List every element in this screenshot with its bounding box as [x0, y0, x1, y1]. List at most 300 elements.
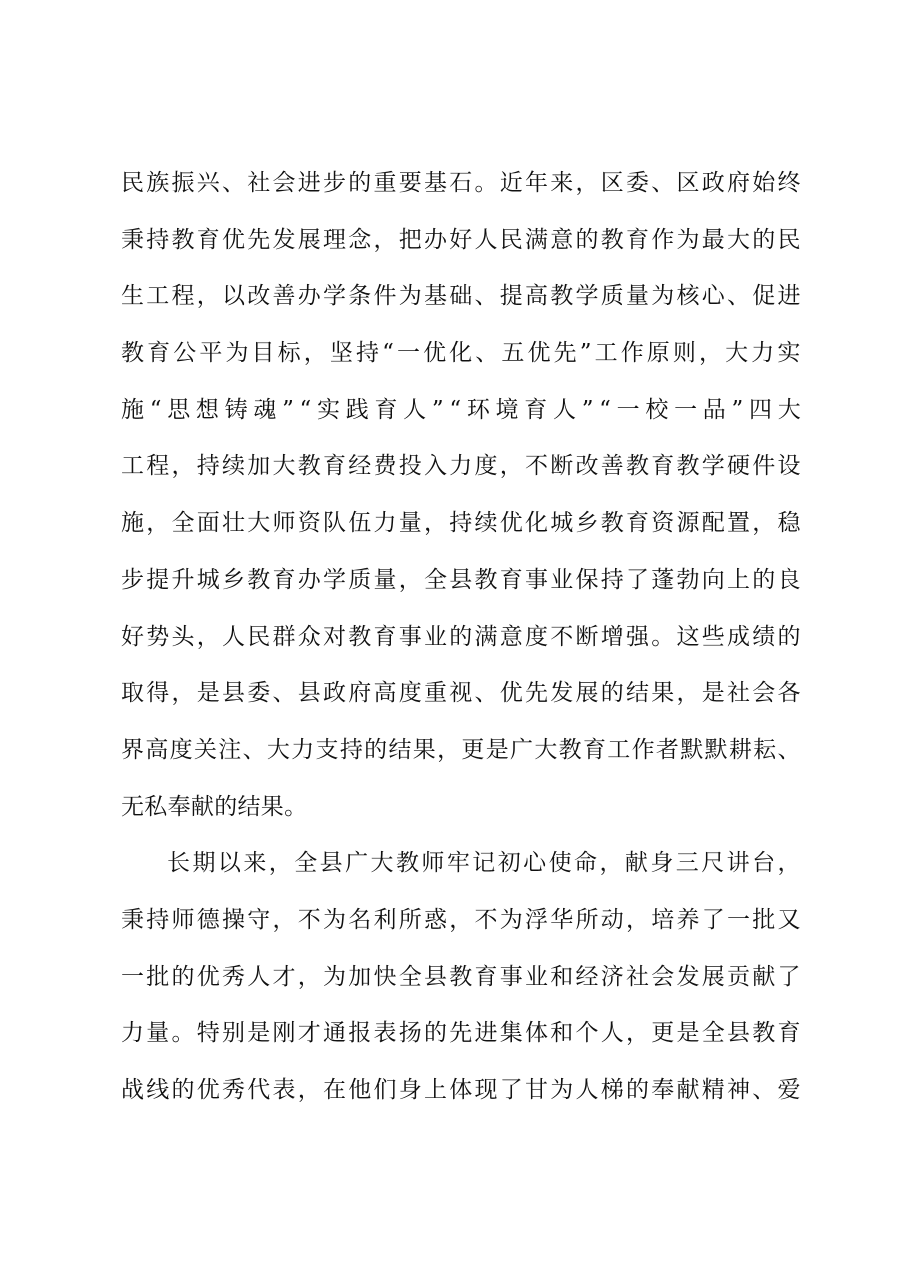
text-glyph: 的 — [626, 1077, 650, 1103]
text-glyph: 来 — [243, 850, 267, 877]
text-glyph: 的 — [364, 736, 388, 763]
text-glyph: 础 — [449, 283, 473, 310]
text-glyph: 办 — [297, 283, 322, 310]
text-glyph: 度 — [525, 623, 549, 650]
text-glyph: 程 — [171, 283, 195, 310]
text-glyph: 、 — [777, 736, 801, 763]
text-glyph: 良 — [777, 566, 801, 593]
text-line — [121, 268, 801, 325]
text-glyph: 现 — [474, 1077, 498, 1103]
text-glyph: 为 — [676, 226, 700, 253]
text-line — [121, 722, 801, 779]
text-glyph: 秉 — [121, 906, 145, 933]
text-glyph: 重 — [424, 680, 448, 707]
text-glyph: 要 — [398, 170, 423, 196]
text-glyph: 理 — [323, 226, 347, 253]
text-glyph: 想 — [195, 396, 220, 423]
text-glyph: 利 — [373, 906, 397, 933]
text-line — [121, 892, 801, 949]
text-glyph: 取 — [121, 680, 145, 707]
text-glyph: 县 — [424, 963, 448, 990]
text-glyph: 质 — [600, 283, 625, 310]
text-glyph: 人 — [552, 396, 577, 423]
text-glyph: 头 — [171, 623, 195, 650]
text-glyph: 。 — [651, 623, 675, 650]
text-glyph: 源 — [676, 510, 700, 537]
text-glyph: 满 — [474, 623, 498, 650]
text-line — [121, 212, 801, 269]
text-line — [121, 1005, 801, 1062]
text-glyph: 代 — [247, 1077, 271, 1103]
text-glyph: 经 — [348, 453, 372, 480]
text-glyph: 是 — [247, 1020, 271, 1047]
text-glyph: 五 — [501, 340, 525, 367]
text-glyph: 硬 — [727, 453, 751, 480]
text-glyph: 牢 — [446, 850, 471, 877]
text-glyph: 人 — [575, 1077, 599, 1103]
text-glyph: 大 — [727, 226, 751, 253]
text-glyph: 惑 — [424, 906, 448, 933]
text-glyph: 办 — [424, 226, 448, 253]
text-glyph: 石 — [449, 170, 473, 196]
text-glyph: ， — [626, 1020, 650, 1047]
text-glyph: 展 — [297, 226, 322, 253]
text-glyph: 德 — [196, 906, 221, 933]
text-glyph: 广 — [345, 850, 369, 877]
text-glyph: 是 — [701, 680, 726, 707]
text-glyph: 对 — [323, 623, 347, 650]
text-glyph: 使 — [548, 850, 572, 877]
text-glyph: 育 — [474, 963, 498, 990]
text-glyph: 者 — [655, 736, 680, 763]
text-glyph: 质 — [348, 566, 372, 593]
text-glyph: 年 — [525, 170, 549, 196]
text-glyph: 为 — [651, 283, 675, 310]
text-glyph: 育 — [524, 396, 548, 423]
text-line — [121, 949, 801, 1006]
text-glyph: 济 — [600, 963, 625, 990]
text-glyph: 秀 — [222, 1077, 246, 1103]
text-glyph: 持 — [339, 736, 364, 763]
text-glyph: 政 — [701, 170, 726, 196]
text-glyph: 工 — [607, 736, 631, 763]
text-glyph: 的 — [752, 226, 776, 253]
text-glyph: 城 — [196, 566, 221, 593]
text-glyph: 事 — [499, 963, 524, 990]
text-glyph: 了 — [777, 963, 801, 990]
text-glyph: 基 — [424, 170, 448, 196]
text-glyph: 秀 — [222, 963, 246, 990]
text-glyph: 提 — [499, 283, 524, 310]
text-glyph: 全 — [701, 1020, 726, 1047]
text-line — [121, 325, 801, 382]
text-glyph: 进 — [297, 170, 322, 196]
text-glyph: 终 — [777, 170, 801, 196]
text-glyph: 各 — [777, 680, 801, 707]
text-glyph: 始 — [752, 170, 776, 196]
text-glyph: 教 — [121, 340, 145, 367]
text-glyph: 持 — [355, 340, 380, 367]
text-glyph: 教 — [474, 566, 498, 593]
text-glyph: 耘 — [753, 736, 777, 763]
text-line — [121, 438, 801, 495]
text-glyph: 加 — [348, 963, 372, 990]
text-glyph: 高 — [525, 283, 549, 310]
text-glyph: 为 — [225, 340, 249, 367]
text-glyph: 度 — [398, 680, 423, 707]
text-glyph: 业 — [424, 623, 448, 650]
text-glyph: 社 — [626, 963, 650, 990]
text-glyph: 学 — [323, 283, 347, 310]
text-glyph: 思 — [167, 396, 191, 423]
text-line — [121, 382, 801, 439]
text-glyph: 献 — [624, 850, 649, 877]
text-glyph: 事 — [525, 566, 549, 593]
text-glyph: 体 — [449, 1077, 473, 1103]
text-glyph: 政 — [323, 680, 347, 707]
paragraph-first-line — [121, 835, 801, 892]
text-glyph: “ — [299, 396, 312, 423]
text-glyph: 表 — [373, 1020, 397, 1047]
text-glyph: 期 — [192, 850, 216, 877]
text-glyph: 育 — [196, 226, 221, 253]
text-glyph: 了 — [626, 566, 650, 593]
text-glyph: 上 — [727, 566, 751, 593]
text-glyph: 一 — [674, 396, 698, 423]
text-glyph: 优 — [222, 226, 246, 253]
text-glyph: 大 — [370, 850, 394, 877]
text-glyph: ， — [449, 906, 473, 933]
text-glyph: 界 — [121, 736, 145, 763]
text-glyph: 台 — [752, 850, 776, 877]
text-glyph: 果 — [412, 736, 437, 763]
text-glyph: 展 — [701, 963, 726, 990]
text-glyph: 强 — [626, 623, 650, 650]
text-glyph: 进 — [777, 283, 801, 310]
text-glyph: 爱 — [777, 1077, 801, 1103]
text-glyph: 和 — [550, 963, 574, 990]
text-glyph: 表 — [272, 1077, 296, 1103]
text-glyph: ， — [777, 850, 801, 877]
text-glyph: 育 — [626, 510, 650, 537]
text-glyph: 置 — [727, 510, 751, 537]
text-glyph: 学 — [575, 283, 599, 310]
text-glyph: 发 — [272, 226, 296, 253]
text-glyph: 基 — [424, 283, 448, 310]
text-glyph: 的 — [575, 226, 599, 253]
text-glyph: 善 — [600, 453, 625, 480]
text-glyph: 魂 — [253, 396, 277, 423]
text-glyph: 、 — [475, 340, 499, 367]
text-glyph: 大 — [272, 453, 296, 480]
text-glyph: 、 — [727, 283, 751, 310]
text-glyph: ” — [431, 396, 444, 423]
text-glyph: 保 — [575, 566, 599, 593]
text-glyph: 意 — [499, 623, 524, 650]
text-glyph: 心 — [523, 850, 547, 877]
text-glyph: 长 — [167, 850, 191, 877]
text-glyph: 华 — [550, 906, 574, 933]
text-glyph: 力 — [373, 510, 397, 537]
text-line — [121, 495, 801, 552]
text-glyph: 献 — [752, 963, 776, 990]
text-glyph: 资 — [651, 510, 675, 537]
text-glyph: “ — [382, 340, 395, 367]
text-glyph: 人 — [600, 1020, 625, 1047]
text-glyph: 大 — [266, 736, 291, 763]
text-glyph: 了 — [701, 906, 726, 933]
text-glyph: 施 — [121, 396, 145, 423]
text-glyph: 浮 — [525, 906, 549, 933]
text-line: 无私奉献的结果。 — [121, 793, 308, 820]
text-glyph: 一 — [727, 906, 751, 933]
text-glyph: 公 — [173, 340, 197, 367]
text-glyph: 了 — [499, 1077, 524, 1103]
text-glyph: 促 — [752, 283, 776, 310]
text-glyph: 优 — [499, 680, 524, 707]
text-glyph: 、 — [242, 736, 266, 763]
text-glyph: 先 — [525, 680, 549, 707]
text-glyph: 精 — [701, 1077, 726, 1103]
text-glyph: 育 — [373, 623, 397, 650]
text-glyph: 持 — [146, 226, 170, 253]
text-glyph: 发 — [676, 963, 700, 990]
text-glyph: 重 — [373, 170, 397, 196]
text-glyph: 别 — [222, 1020, 246, 1047]
text-glyph: 大 — [247, 510, 271, 537]
text-glyph: 是 — [485, 736, 509, 763]
text-glyph: 育 — [147, 340, 171, 367]
text-glyph: 优 — [196, 963, 221, 990]
text-glyph: 刚 — [272, 1020, 296, 1047]
text-glyph: 作 — [651, 226, 675, 253]
text-glyph: 他 — [348, 1077, 372, 1103]
text-glyph: 原 — [646, 340, 671, 367]
text-glyph: 校 — [645, 396, 669, 423]
text-glyph: 族 — [146, 170, 170, 196]
text-glyph: ， — [272, 906, 296, 933]
text-glyph: 绩 — [752, 623, 776, 650]
text-glyph: 教 — [247, 566, 271, 593]
text-glyph: 全 — [424, 566, 448, 593]
text-glyph: 成 — [727, 623, 751, 650]
text-glyph: 投 — [398, 453, 423, 480]
text-glyph: 群 — [272, 623, 296, 650]
text-glyph: 步 — [121, 566, 145, 593]
text-glyph: 作 — [620, 340, 644, 367]
text-glyph: 经 — [575, 963, 599, 990]
text-glyph: 战 — [121, 1077, 145, 1103]
text-glyph: 教 — [600, 510, 625, 537]
text-glyph: 更 — [651, 1020, 675, 1047]
text-glyph: 民 — [499, 226, 524, 253]
text-glyph: 勃 — [676, 566, 700, 593]
text-glyph: 量 — [373, 566, 397, 593]
text-glyph: 府 — [348, 680, 372, 707]
text-glyph: 、 — [222, 170, 246, 196]
text-glyph: 工 — [146, 283, 170, 310]
text-glyph: 品 — [702, 396, 727, 423]
text-glyph: 全 — [171, 510, 195, 537]
text-glyph: 把 — [398, 226, 423, 253]
text-glyph: 民 — [247, 623, 271, 650]
text-glyph: ， — [499, 453, 524, 480]
text-glyph: 通 — [323, 1020, 347, 1047]
text-glyph: 、 — [272, 680, 296, 707]
text-glyph: 来 — [550, 170, 574, 196]
text-glyph: 教 — [395, 850, 420, 877]
text-glyph: 委 — [247, 680, 271, 707]
text-glyph: 学 — [323, 566, 347, 593]
text-glyph: 稳 — [777, 510, 801, 537]
text-glyph: 振 — [171, 170, 195, 196]
text-glyph: 民 — [121, 170, 145, 196]
text-glyph: 育 — [626, 226, 650, 253]
text-glyph: 的 — [752, 566, 776, 593]
text-glyph: 讲 — [726, 850, 750, 877]
text-glyph: 大 — [534, 736, 558, 763]
text-glyph: 以 — [217, 850, 242, 877]
text-glyph: 势 — [146, 623, 170, 650]
text-glyph: 改 — [247, 283, 271, 310]
text-glyph: 为 — [499, 906, 524, 933]
text-glyph: 最 — [701, 226, 726, 253]
text-glyph: 优 — [196, 1077, 221, 1103]
text-glyph: 县 — [727, 1020, 751, 1047]
text-glyph: ” — [731, 396, 744, 423]
text-glyph: 、 — [474, 680, 498, 707]
text-glyph: 区 — [676, 170, 700, 196]
text-glyph: 步 — [323, 170, 347, 196]
text-glyph: 优 — [527, 340, 551, 367]
text-glyph: 支 — [315, 736, 339, 763]
text-glyph: ” — [581, 396, 594, 423]
text-glyph: 县 — [297, 680, 322, 707]
text-glyph: 先 — [553, 340, 577, 367]
text-glyph: 为 — [550, 1077, 574, 1103]
text-glyph: 度 — [474, 453, 498, 480]
text-glyph: 业 — [525, 963, 549, 990]
text-glyph: 不 — [525, 453, 549, 480]
text-glyph: 贡 — [727, 963, 751, 990]
text-glyph: ” — [282, 396, 295, 423]
text-glyph: 、 — [752, 1077, 776, 1103]
text-glyph: 为 — [323, 963, 347, 990]
text-glyph: 养 — [676, 906, 700, 933]
text-glyph: 教 — [171, 226, 195, 253]
text-glyph: 扬 — [398, 1020, 423, 1047]
text-glyph: 费 — [373, 453, 397, 480]
text-glyph: 线 — [146, 1077, 170, 1103]
text-glyph: 耕 — [728, 736, 753, 763]
text-glyph: 社 — [247, 170, 271, 196]
text-glyph: 动 — [600, 906, 625, 933]
text-glyph: ， — [268, 850, 293, 877]
text-glyph: 量 — [626, 283, 650, 310]
text-glyph: 的 — [348, 170, 372, 196]
text-glyph: ， — [599, 850, 623, 877]
text-glyph: 面 — [196, 510, 221, 537]
text-glyph: 资 — [297, 510, 322, 537]
text-glyph: 心 — [701, 283, 726, 310]
text-glyph: 、 — [474, 283, 498, 310]
text-glyph: 工 — [121, 453, 145, 480]
text-glyph: 育 — [777, 1020, 801, 1047]
text-glyph: 人 — [474, 226, 498, 253]
text-glyph: 在 — [323, 1077, 347, 1103]
text-glyph: 标 — [277, 340, 301, 367]
text-glyph: 特 — [196, 1020, 221, 1047]
text-glyph: ” — [579, 340, 592, 367]
text-glyph: 甘 — [525, 1077, 549, 1103]
text-glyph: 满 — [525, 226, 549, 253]
text-glyph: 提 — [146, 566, 170, 593]
text-glyph: 好 — [121, 623, 145, 650]
text-glyph: 铸 — [224, 396, 248, 423]
text-glyph: 则 — [672, 340, 697, 367]
text-glyph: 身 — [398, 1077, 423, 1103]
text-glyph: 工 — [594, 340, 618, 367]
text-glyph: 教 — [676, 453, 700, 480]
text-glyph: 配 — [701, 510, 726, 537]
text-glyph: 生 — [121, 283, 145, 310]
text-glyph: 量 — [146, 1020, 170, 1047]
text-glyph: 记 — [472, 850, 496, 877]
text-glyph: 培 — [651, 906, 675, 933]
text-glyph: 奉 — [651, 1077, 675, 1103]
text-glyph: ， — [146, 510, 170, 537]
text-glyph: 平 — [199, 340, 223, 367]
text-glyph: 善 — [272, 283, 296, 310]
text-glyph: 教 — [550, 283, 574, 310]
text-glyph: 得 — [146, 680, 170, 707]
text-glyph: 以 — [222, 283, 246, 310]
text-glyph: 区 — [600, 170, 625, 196]
text-glyph: 量 — [398, 510, 423, 537]
text-glyph: ， — [171, 680, 195, 707]
text-glyph: 城 — [550, 510, 574, 537]
text-glyph: 不 — [550, 623, 574, 650]
text-glyph: 业 — [550, 566, 574, 593]
text-glyph: 些 — [701, 623, 726, 650]
text-glyph: ， — [196, 283, 221, 310]
text-glyph: 化 — [449, 340, 473, 367]
text-glyph: 上 — [424, 1077, 448, 1103]
text-glyph: 意 — [550, 226, 574, 253]
text-glyph: 育 — [499, 566, 524, 593]
text-glyph: 府 — [727, 170, 751, 196]
text-glyph: ， — [424, 510, 448, 537]
text-glyph: 化 — [525, 510, 549, 537]
text-glyph: “ — [449, 396, 462, 423]
text-glyph: 设 — [777, 453, 801, 480]
text-glyph: 学 — [701, 453, 726, 480]
text-glyph: 会 — [272, 170, 296, 196]
text-glyph: 视 — [449, 680, 473, 707]
text-glyph: 目 — [251, 340, 275, 367]
text-glyph: 蓬 — [651, 566, 675, 593]
text-glyph: 程 — [146, 453, 170, 480]
text-glyph: 乡 — [222, 566, 246, 593]
text-glyph: 的 — [171, 963, 195, 990]
text-glyph: 坚 — [329, 340, 354, 367]
text-glyph: 是 — [196, 680, 221, 707]
text-glyph: ， — [196, 623, 221, 650]
text-line — [121, 552, 801, 609]
text-glyph: 和 — [550, 1020, 574, 1047]
text-glyph: 县 — [449, 566, 473, 593]
text-glyph: 育 — [272, 566, 296, 593]
